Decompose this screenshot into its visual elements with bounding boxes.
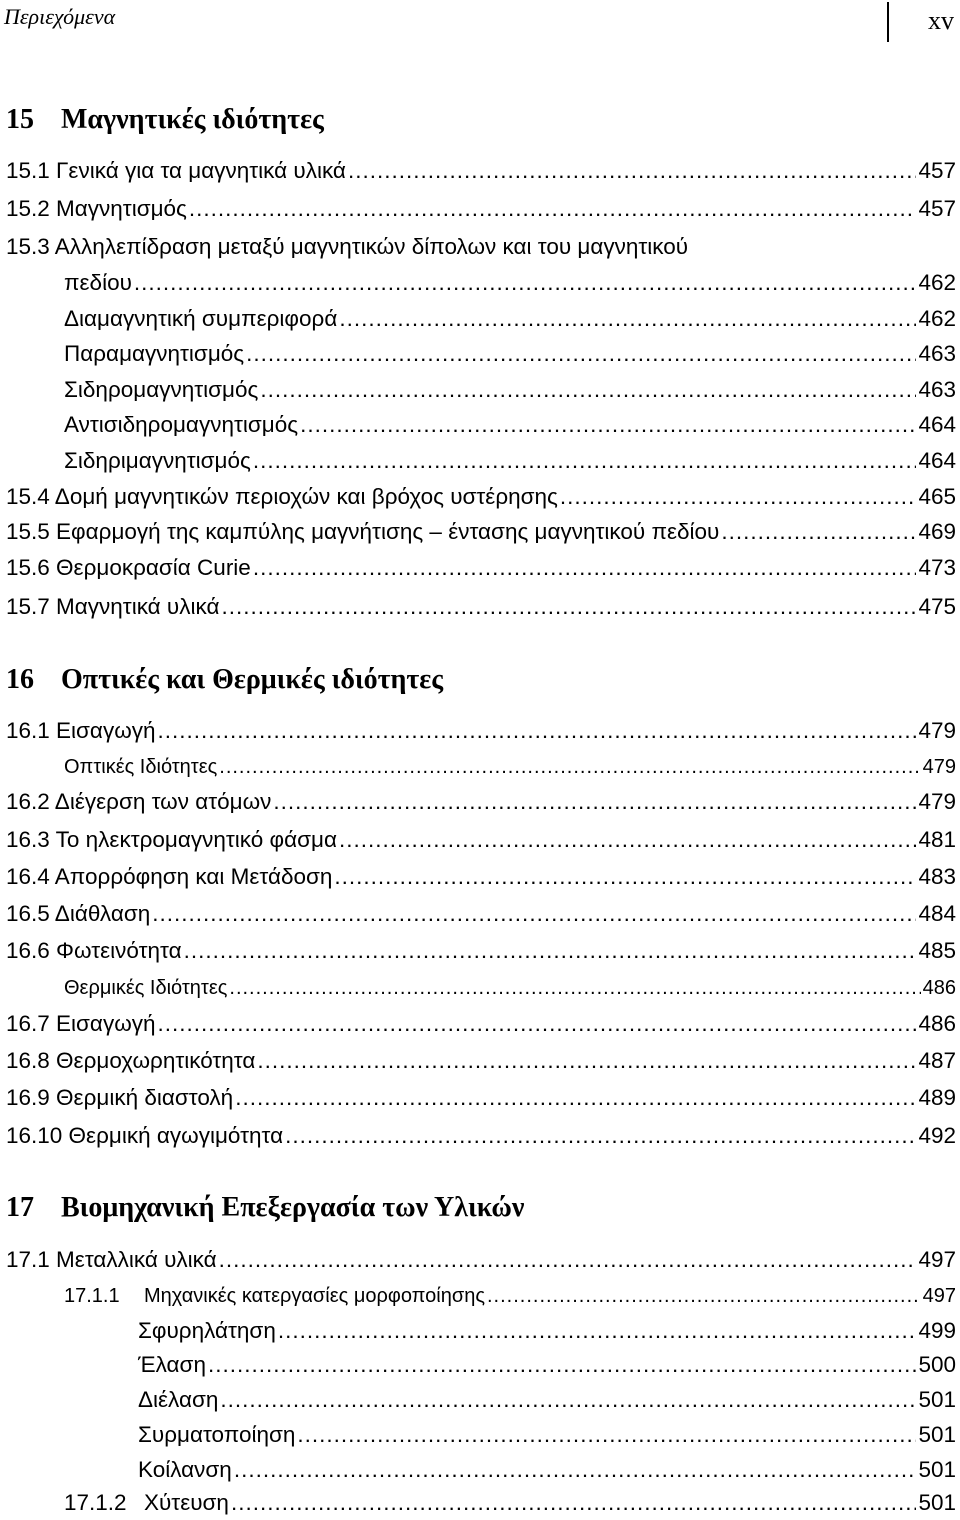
chapter-number: 16 bbox=[6, 664, 34, 695]
toc-entry-15-3-line1[interactable]: 15.3 Αλληλεπίδραση μεταξύ μαγνητικών δίπολων και του μαγνητικού bbox=[6, 234, 689, 259]
dot-leader bbox=[485, 1281, 921, 1311]
toc-entry-label: 15.1 Γενικά για τα μαγνητικά υλικά bbox=[6, 158, 346, 183]
toc-entry-page: 485 bbox=[918, 938, 956, 963]
toc-entry-label: 16.9 Θερμική διαστολή bbox=[6, 1085, 234, 1110]
toc-entry-label: 16.4 Απορρόφηση και Μετάδοση bbox=[6, 864, 333, 889]
toc-entry-optical-properties[interactable] bbox=[64, 752, 956, 782]
dot-leader bbox=[271, 787, 916, 817]
dot-leader bbox=[255, 1046, 916, 1076]
toc-entry-label: Θερμικές Ιδιότητες bbox=[64, 977, 228, 999]
toc-entry-page: 492 bbox=[918, 1123, 956, 1148]
toc-entry-16-4[interactable] bbox=[6, 862, 956, 892]
chapter-number: 15 bbox=[6, 104, 34, 135]
toc-entry-number: 17.1.2 bbox=[64, 1490, 127, 1515]
toc-entry-page: 501 bbox=[918, 1387, 956, 1412]
toc-entry-ferrimagnetism[interactable] bbox=[64, 446, 956, 476]
toc-entry-paramagnetism[interactable] bbox=[64, 339, 956, 369]
dot-leader bbox=[332, 862, 916, 892]
toc-entry-15-6[interactable] bbox=[6, 553, 956, 583]
toc-entry-label: Διαμαγνητική συμπεριφορά bbox=[64, 306, 338, 331]
toc-entry-16-6[interactable] bbox=[6, 936, 956, 966]
dot-leader bbox=[206, 1350, 916, 1380]
toc-entry-15-3[interactable] bbox=[64, 268, 956, 298]
toc-entry-title: Μηχανικές κατεργασίες μορφοποίησης bbox=[144, 1285, 485, 1307]
toc-entry-page: 479 bbox=[922, 756, 956, 778]
toc-entry-label: Σφυρηλάτηση bbox=[138, 1318, 276, 1343]
dot-leader bbox=[156, 1009, 917, 1039]
dot-leader bbox=[295, 1420, 916, 1450]
dot-leader bbox=[217, 1245, 917, 1275]
toc-entry-page: 469 bbox=[918, 519, 956, 544]
toc-entry-15-2[interactable] bbox=[6, 194, 956, 224]
toc-entry-16-5[interactable] bbox=[6, 899, 956, 929]
toc-entry-label: 17.1 Μεταλλικά υλικά bbox=[6, 1247, 217, 1272]
toc-entry-label: 16.6 Φωτεινότητα bbox=[6, 938, 182, 963]
dot-leader bbox=[227, 973, 920, 1003]
toc-entry-deep-drawing[interactable] bbox=[138, 1455, 956, 1485]
toc-entry-page: 486 bbox=[918, 1011, 956, 1036]
chapter-title: Οπτικές και Θερμικές ιδιότητες bbox=[61, 664, 444, 695]
toc-entry-15-5[interactable] bbox=[6, 517, 956, 547]
toc-entry-page: 479 bbox=[918, 789, 956, 814]
toc-entry-page: 479 bbox=[918, 718, 956, 743]
dot-leader bbox=[558, 482, 917, 512]
toc-entry-label bbox=[64, 1281, 485, 1311]
toc-entry-page: 457 bbox=[918, 158, 956, 183]
toc-entry-16-9[interactable] bbox=[6, 1083, 956, 1113]
toc-entry-forging[interactable] bbox=[138, 1316, 956, 1346]
toc-entry-extrusion[interactable] bbox=[138, 1385, 956, 1415]
toc-entry-page: 501 bbox=[918, 1422, 956, 1447]
toc-entry-label: Συρματοποίηση bbox=[138, 1422, 296, 1447]
toc-entry-page: 487 bbox=[918, 1048, 956, 1073]
toc-entry-label: Σιδηρομαγνητισμός bbox=[64, 377, 259, 402]
running-header-title: Περιεχόμενα bbox=[4, 4, 116, 29]
toc-entry-label: 16.8 Θερμοχωρητικότητα bbox=[6, 1048, 256, 1073]
toc-entry-label: 16.2 Διέγερση των ατόμων bbox=[6, 789, 272, 814]
toc-entry-label: 15.2 Μαγνητισμός bbox=[6, 196, 187, 221]
toc-entry-label: Σιδηριμαγνητισμός bbox=[64, 448, 251, 473]
toc-entry-page: 463 bbox=[918, 377, 956, 402]
toc-entry-page: 464 bbox=[918, 412, 956, 437]
dot-leader bbox=[182, 936, 917, 966]
toc-entry-page: 486 bbox=[922, 977, 956, 999]
toc-entry-page: 499 bbox=[918, 1318, 956, 1343]
toc-entry-page: 501 bbox=[918, 1457, 956, 1482]
toc-entry-label bbox=[64, 1488, 229, 1518]
toc-entry-label: 16.5 Διάθλαση bbox=[6, 901, 151, 926]
toc-entry-page: 462 bbox=[918, 270, 956, 295]
toc-entry-15-7[interactable] bbox=[6, 592, 956, 622]
dot-leader bbox=[337, 825, 916, 855]
toc-entry-page: 484 bbox=[918, 901, 956, 926]
toc-entry-15-4[interactable] bbox=[6, 482, 956, 512]
toc-entry-page: 489 bbox=[918, 1085, 956, 1110]
toc-entry-page: 497 bbox=[918, 1247, 956, 1272]
chapter-16-heading[interactable] bbox=[6, 664, 443, 696]
toc-entry-16-3[interactable] bbox=[6, 825, 956, 855]
toc-entry-page: 475 bbox=[918, 594, 956, 619]
toc-entry-number: 17.1.1 bbox=[64, 1285, 120, 1307]
dot-leader bbox=[251, 553, 917, 583]
chapter-15-heading[interactable] bbox=[6, 104, 324, 136]
dot-leader bbox=[298, 410, 916, 440]
dot-leader bbox=[156, 716, 917, 746]
dot-leader bbox=[719, 517, 916, 547]
toc-entry-label: Παραμαγνητισμός bbox=[64, 341, 245, 366]
chapter-17-heading[interactable] bbox=[6, 1192, 524, 1224]
toc-entry-diamagnetic[interactable] bbox=[64, 304, 956, 334]
toc-entry-16-1[interactable] bbox=[6, 716, 956, 746]
toc-entry-rolling[interactable] bbox=[138, 1350, 956, 1380]
toc-entry-ferromagnetism[interactable] bbox=[64, 375, 956, 405]
toc-entry-page: 463 bbox=[918, 341, 956, 366]
chapter-number: 17 bbox=[6, 1192, 34, 1223]
dot-leader bbox=[217, 752, 920, 782]
toc-entry-page: 457 bbox=[918, 196, 956, 221]
toc-entry-16-7[interactable] bbox=[6, 1009, 956, 1039]
dot-leader bbox=[244, 339, 916, 369]
toc-entry-15-1[interactable] bbox=[6, 156, 956, 186]
toc-entry-label: 15.4 Δομή μαγνητικών περιοχών και βρόχος υστέρησης bbox=[6, 484, 558, 509]
toc-entry-label: 15.7 Μαγνητικά υλικά bbox=[6, 594, 220, 619]
dot-leader bbox=[150, 899, 916, 929]
header-divider bbox=[887, 2, 889, 42]
toc-entry-page: 497 bbox=[922, 1285, 956, 1307]
dot-leader bbox=[346, 156, 917, 186]
page-number: xv bbox=[928, 6, 954, 35]
toc-entry-label: πεδίου bbox=[64, 270, 132, 295]
toc-entry-label: 16.1 Εισαγωγή bbox=[6, 718, 156, 743]
toc-entry-label: 16.10 Θερμική αγωγιμότητα bbox=[6, 1123, 284, 1148]
toc-entry-17-1-2[interactable] bbox=[64, 1488, 956, 1518]
toc-entry-page: 464 bbox=[918, 448, 956, 473]
toc-entry-antiferromagnetism[interactable] bbox=[64, 410, 956, 440]
toc-entry-label: 15.6 Θερμοκρασία Curie bbox=[6, 555, 251, 580]
toc-entry-page: 501 bbox=[918, 1490, 956, 1515]
toc-entry-thermal-properties[interactable] bbox=[64, 973, 956, 1003]
toc-entry-page: 483 bbox=[918, 864, 956, 889]
toc-entry-16-2[interactable] bbox=[6, 787, 956, 817]
toc-entry-label: Οπτικές Ιδιότητες bbox=[64, 756, 218, 778]
dot-leader bbox=[283, 1121, 916, 1151]
toc-entry-label: 16.7 Εισαγωγή bbox=[6, 1011, 156, 1036]
toc-entry-label: Αντισιδηρομαγνητισμός bbox=[64, 412, 299, 437]
dot-leader bbox=[233, 1083, 916, 1113]
dot-leader bbox=[337, 304, 916, 334]
toc-entry-label: Έλαση bbox=[138, 1352, 206, 1377]
dot-leader bbox=[232, 1455, 917, 1485]
toc-entry-17-1[interactable] bbox=[6, 1245, 956, 1275]
toc-entry-page: 500 bbox=[918, 1352, 956, 1377]
chapter-title: Βιομηχανική Επεξεργασία των Υλικών bbox=[61, 1192, 525, 1223]
toc-entry-wire-drawing[interactable] bbox=[138, 1420, 956, 1450]
toc-entry-17-1-1[interactable] bbox=[64, 1281, 956, 1311]
dot-leader bbox=[251, 446, 917, 476]
dot-leader bbox=[276, 1316, 917, 1346]
toc-entry-label: 16.3 Το ηλεκτρομαγνητικό φάσμα bbox=[6, 827, 337, 852]
toc-entry-title: Χύτευση bbox=[144, 1490, 229, 1515]
dot-leader bbox=[258, 375, 916, 405]
toc-entry-page: 462 bbox=[918, 306, 956, 331]
toc-entry-16-8[interactable] bbox=[6, 1046, 956, 1076]
toc-entry-label: Κοίλανση bbox=[138, 1457, 232, 1482]
dot-leader bbox=[132, 268, 917, 298]
toc-entry-label: 15.5 Εφαρμογή της καμπύλης μαγνήτισης – έντασης μαγνητικού πεδίου bbox=[6, 519, 720, 544]
dot-leader bbox=[219, 592, 916, 622]
toc-entry-label: Διέλαση bbox=[138, 1387, 219, 1412]
dot-leader bbox=[218, 1385, 916, 1415]
toc-entry-page: 473 bbox=[918, 555, 956, 580]
toc-entry-page: 465 bbox=[918, 484, 956, 509]
toc-entry-16-10[interactable] bbox=[6, 1121, 956, 1151]
toc-entry-page: 481 bbox=[918, 827, 956, 852]
dot-leader bbox=[229, 1488, 917, 1518]
chapter-title: Μαγνητικές ιδιότητες bbox=[61, 104, 324, 135]
dot-leader bbox=[187, 194, 917, 224]
